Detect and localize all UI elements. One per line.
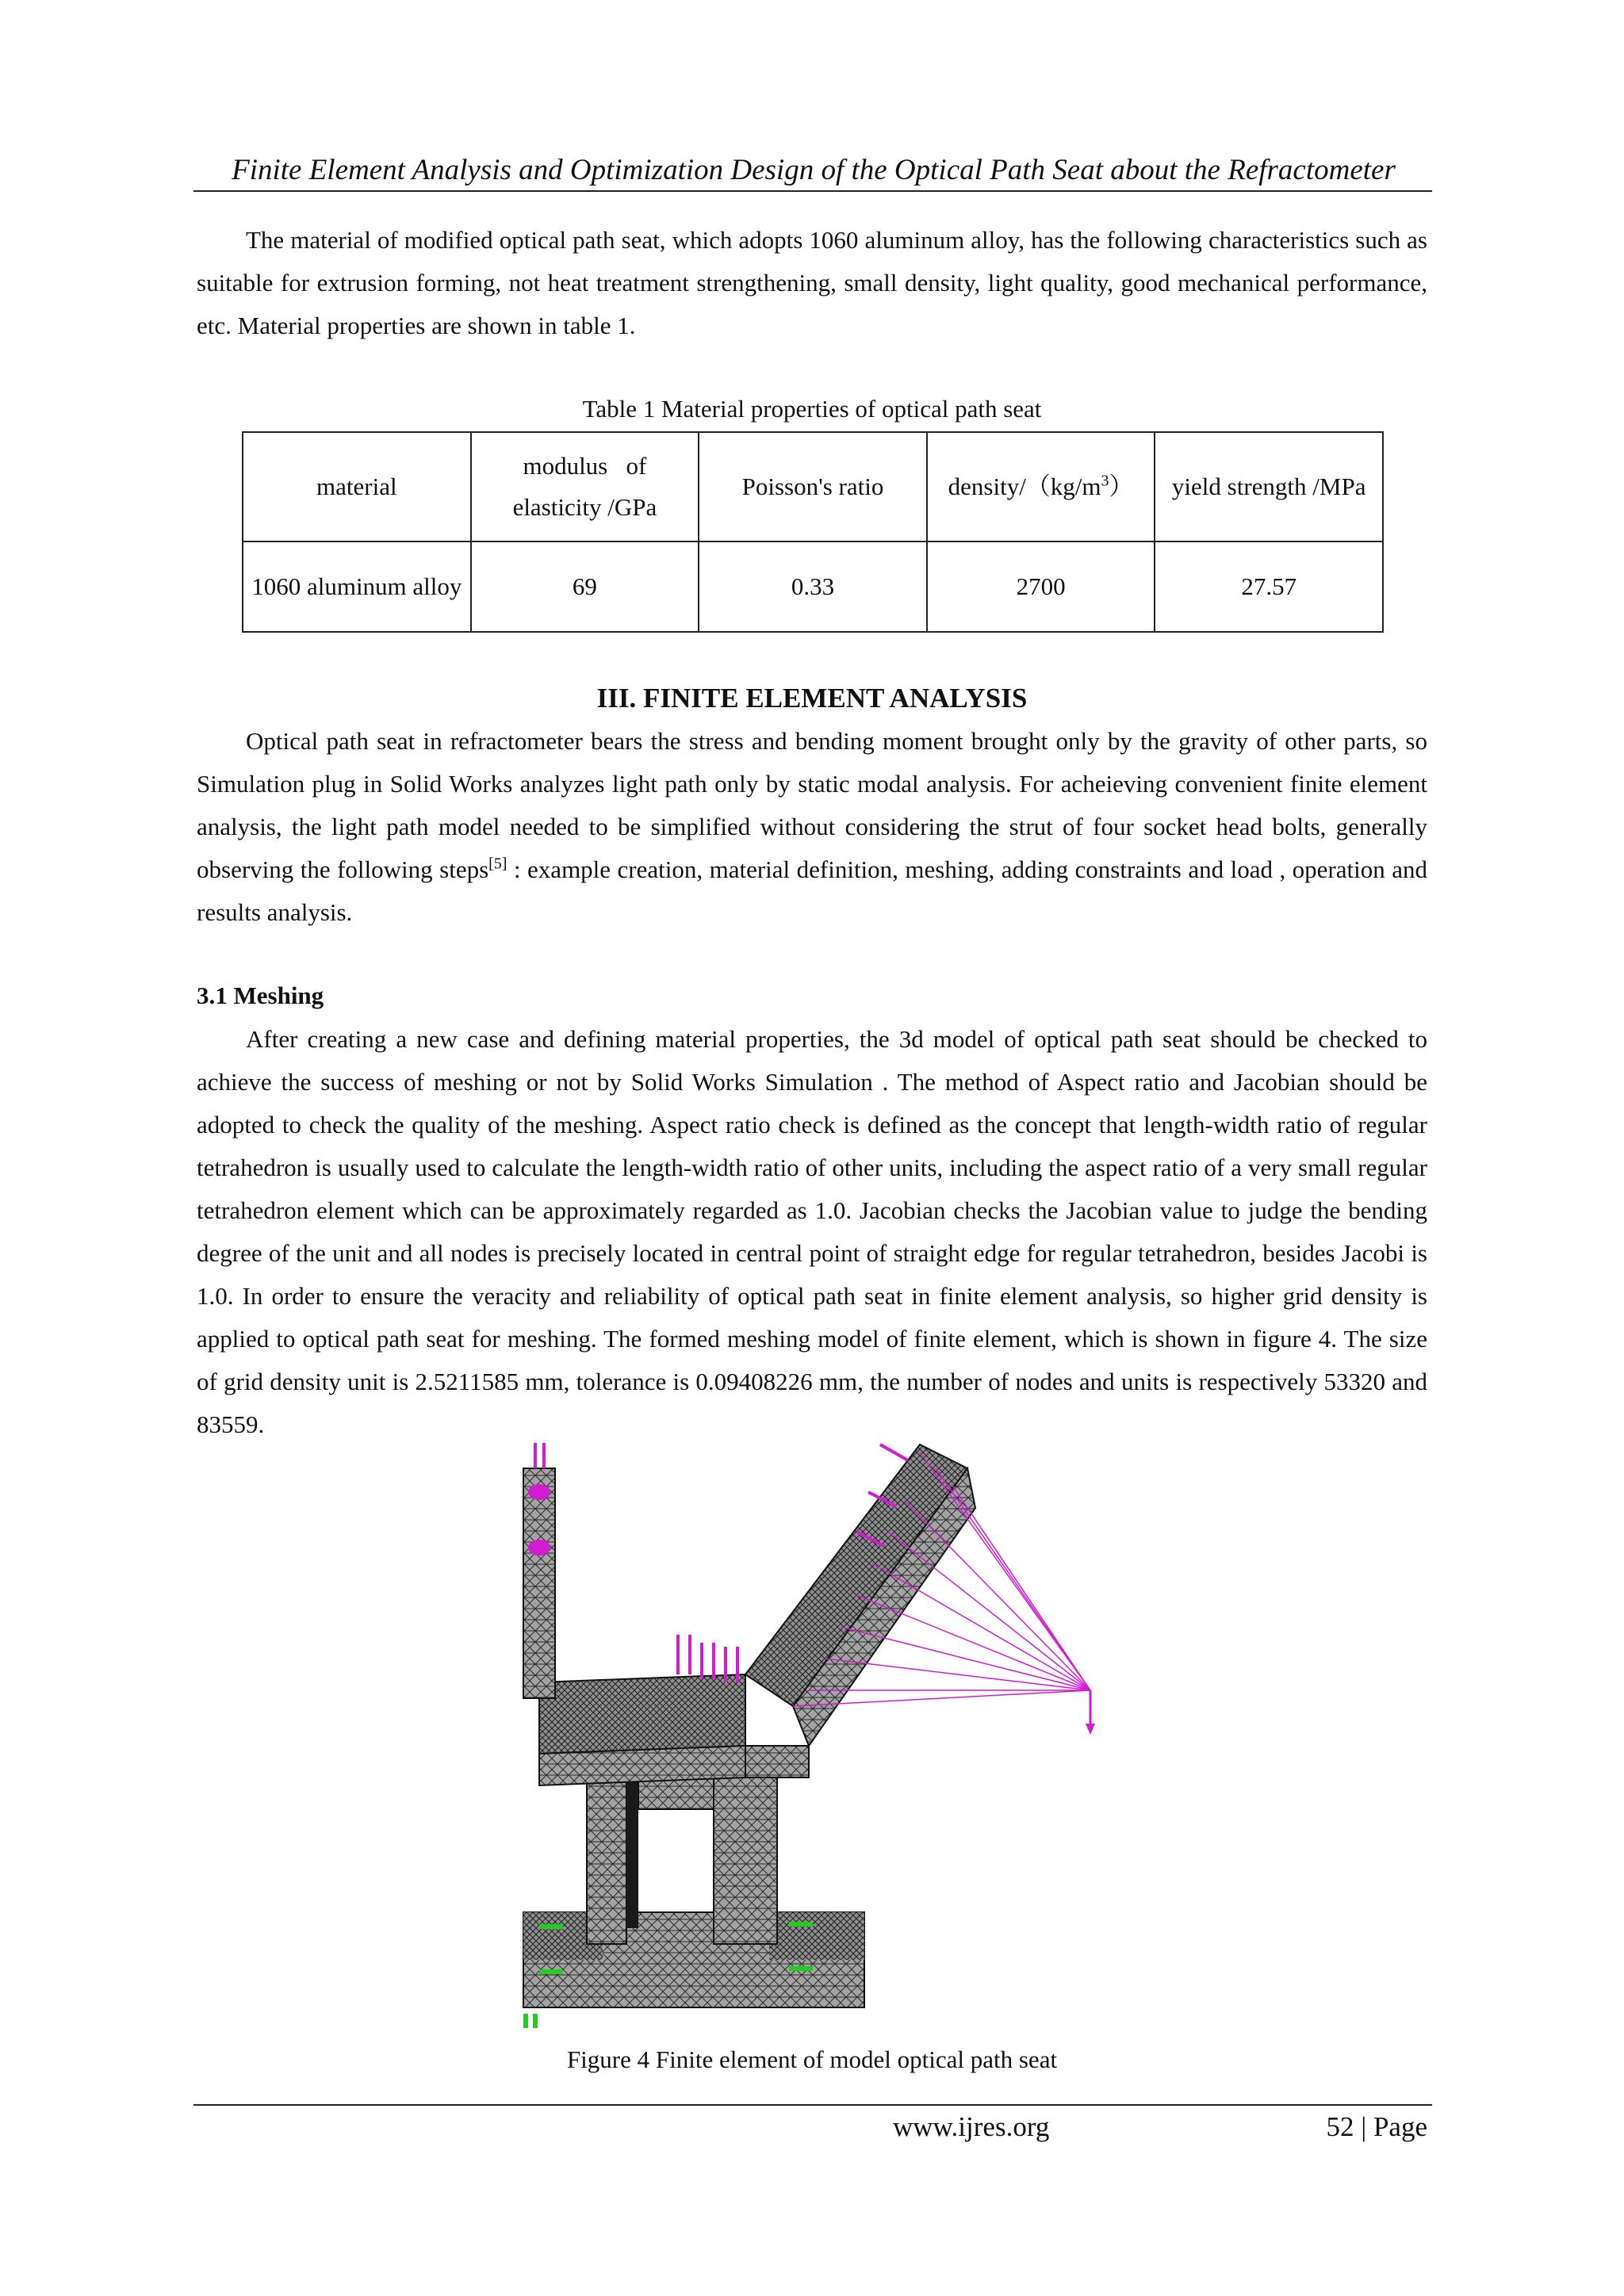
cell-modulus: 69: [471, 541, 699, 632]
material-properties-table: [242, 431, 1384, 633]
top-deck: [539, 1674, 745, 1785]
section-paragraph: [197, 720, 1427, 934]
footer-site: www.ijres.org: [893, 2111, 1050, 2142]
header-rule: [193, 190, 1432, 192]
header-material: material: [243, 432, 471, 541]
cell-material: 1060 aluminum alloy: [243, 541, 471, 632]
header-density-prefix: density/（kg/m: [948, 473, 1101, 500]
cell-poisson: 0.33: [699, 541, 927, 632]
subsection-title: 3.1 Meshing: [197, 982, 324, 1009]
base-plate: [523, 1912, 864, 2007]
fem-mesh-figure: [508, 1437, 1110, 2039]
section-title: III. FINITE ELEMENT ANALYSIS: [596, 683, 1028, 714]
footer-rule: [193, 2104, 1432, 2106]
inclined-arm: [745, 1445, 975, 1777]
header-density-suffix: ）: [1109, 473, 1134, 500]
cell-density: 2700: [927, 541, 1155, 632]
meshing-paragraph-text: After creating a new case and defining material properties, the 3d model of optical path seat should be checked to achieve the success of meshing or not by Solid Works Simulation . The method of Aspect ratio and Jacobian should be adopted to check the quality of the meshing. Aspect ratio check is defined as the concept that length-width ratio of regular tetrahedron is usually used to calculate the length-width ratio of other units, including the aspect ratio of a very small regular tetrahedron element which can be approximately regarded as 1.0. Jacobian checks the Jacobian value to judge the bending degree of the unit and all nodes is precisely located in central point of straight edge for regular tetrahedron, besides Jacobi is 1.0. In order to ensure the veracity and reliability of optical path seat in finite element analysis, so higher grid density is applied to optical path seat for meshing. The formed meshing model of finite element, which is shown in figure 4. The size of grid density unit is 2.5211585 mm, tolerance is 0.09408226 mm, the number of nodes and units is respectively 53320 and 83559.: [197, 1025, 1427, 1438]
table-header-row: [243, 432, 1383, 541]
table-row: [243, 541, 1383, 632]
cell-yield: 27.57: [1155, 541, 1383, 632]
section-paragraph-part1: Optical path seat in refractometer bears the stress and bending moment brought only by the gravity of other parts, so Simulation plug in Solid Works analyzes light path only by static modal analysis. For acheieving convenient finite element analysis, the light path model needed to be simplified without considering the strut of four socket head bolts, generally observing the following steps: [197, 727, 1427, 883]
header-yield: yield strength /MPa: [1155, 432, 1383, 541]
header-density: [927, 432, 1155, 541]
intro-paragraph-text: The material of modified optical path seat, which adopts 1060 aluminum alloy, has the following characteristics such as suitable for extrusion forming, not heat treatment strengthening, small density, light quality, good mechanical performance, etc. Material properties are shown in table 1.: [197, 226, 1427, 339]
header-density-sup: 3: [1101, 472, 1109, 490]
section-paragraph-part2: : example creation, material definition, meshing, adding constraints and load , operation and results analysis.: [197, 855, 1427, 926]
citation-ref: [5]: [488, 855, 508, 873]
header-poisson: Poisson's ratio: [699, 432, 927, 541]
footer-page-number: 52 | Page: [1326, 2111, 1427, 2142]
figure-caption: Figure 4 Finite element of model optical path seat: [566, 2045, 1058, 2073]
vertical-arm: [523, 1468, 555, 1698]
intro-paragraph: [197, 219, 1427, 347]
table-caption: Table 1 Material properties of optical path seat: [582, 395, 1042, 423]
section-paragraph-text: [197, 720, 1427, 934]
meshing-paragraph: [197, 1018, 1427, 1446]
running-title: Finite Element Analysis and Optimization Design of the Optical Path Seat about the Refractometer: [232, 154, 1396, 186]
header-modulus: [471, 432, 699, 541]
header-modulus-text: modulus of elasticity /GPa: [512, 452, 657, 521]
